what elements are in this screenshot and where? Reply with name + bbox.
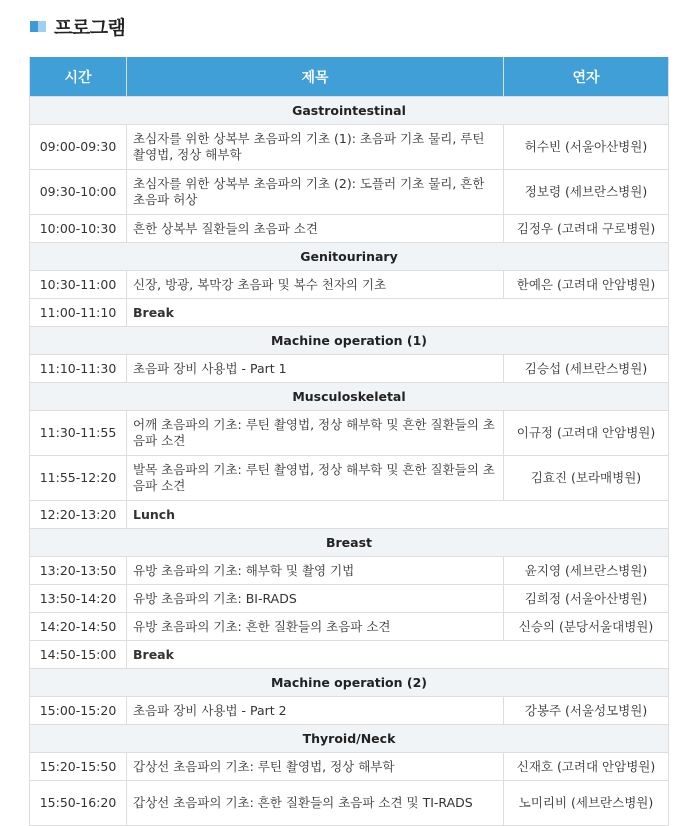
table-row [30, 271, 669, 299]
speaker-cell: 김희정 (서울아산병원) [504, 585, 669, 613]
column-header-time: 시간 [30, 57, 127, 97]
break-cell: Lunch [127, 501, 669, 529]
table-row [30, 557, 669, 585]
table-row [30, 125, 669, 170]
time-cell: 15:50-16:20 [30, 781, 127, 826]
session-header-row [30, 327, 669, 355]
table-row [30, 411, 669, 456]
table-row [30, 170, 669, 215]
program-body [30, 97, 669, 826]
title-cell: 흔한 상복부 질환들의 초음파 소견 [127, 215, 504, 243]
title-cell: 유방 초음파의 기초: BI-RADS [127, 585, 504, 613]
session-name: Machine operation (1) [30, 327, 669, 355]
speaker-cell: 허수빈 (서울아산병원) [504, 125, 669, 170]
table-row [30, 613, 669, 641]
title-bullet-icon [30, 21, 46, 32]
session-header-row [30, 725, 669, 753]
time-cell: 12:20-13:20 [30, 501, 127, 529]
session-name: Musculoskeletal [30, 383, 669, 411]
column-header-speaker: 연자 [504, 57, 669, 97]
table-row [30, 501, 669, 529]
table-row [30, 299, 669, 327]
table-row [30, 456, 669, 501]
table-row [30, 355, 669, 383]
speaker-cell: 한예은 (고려대 안암병원) [504, 271, 669, 299]
session-name: Machine operation (2) [30, 669, 669, 697]
time-cell: 14:20-14:50 [30, 613, 127, 641]
title-cell: 갑상선 초음파의 기초: 루틴 촬영법, 정상 해부학 [127, 753, 504, 781]
time-cell: 11:10-11:30 [30, 355, 127, 383]
table-row [30, 697, 669, 725]
speaker-cell: 신승의 (분당서울대병원) [504, 613, 669, 641]
session-header-row [30, 669, 669, 697]
time-cell: 11:00-11:10 [30, 299, 127, 327]
time-cell: 15:00-15:20 [30, 697, 127, 725]
time-cell: 09:00-09:30 [30, 125, 127, 170]
table-row [30, 781, 669, 826]
title-cell: 초심자를 위한 상복부 초음파의 기초 (1): 초음파 기초 물리, 루틴 촬영법, 정상 해부학 [127, 125, 504, 170]
break-cell: Break [127, 299, 669, 327]
speaker-cell: 김승섭 (세브란스병원) [504, 355, 669, 383]
speaker-cell: 노미리비 (세브란스병원) [504, 781, 669, 826]
page-header [30, 12, 125, 40]
session-header-row [30, 383, 669, 411]
break-cell: Break [127, 641, 669, 669]
speaker-cell: 이규정 (고려대 안암병원) [504, 411, 669, 456]
speaker-cell: 신재호 (고려대 안암병원) [504, 753, 669, 781]
session-header-row [30, 97, 669, 125]
program-table [29, 57, 669, 826]
session-name: Breast [30, 529, 669, 557]
speaker-cell: 정보령 (세브란스병원) [504, 170, 669, 215]
time-cell: 13:50-14:20 [30, 585, 127, 613]
speaker-cell: 김효진 (보라매병원) [504, 456, 669, 501]
time-cell: 09:30-10:00 [30, 170, 127, 215]
page-title: 프로그램 [54, 16, 126, 39]
title-cell: 발목 초음파의 기초: 루틴 촬영법, 정상 해부학 및 흔한 질환들의 초음파 소견 [127, 456, 504, 501]
title-cell: 어깨 초음파의 기초: 루틴 촬영법, 정상 해부학 및 흔한 질환들의 초음파 소견 [127, 411, 504, 456]
session-header-row [30, 529, 669, 557]
speaker-cell: 강봉주 (서울성모병원) [504, 697, 669, 725]
session-name: Thyroid/Neck [30, 725, 669, 753]
time-cell: 15:20-15:50 [30, 753, 127, 781]
time-cell: 10:30-11:00 [30, 271, 127, 299]
title-cell: 초음파 장비 사용법 - Part 2 [127, 697, 504, 725]
session-header-row [30, 243, 669, 271]
time-cell: 10:00-10:30 [30, 215, 127, 243]
table-header-row [30, 57, 669, 97]
time-cell: 11:55-12:20 [30, 456, 127, 501]
time-cell: 11:30-11:55 [30, 411, 127, 456]
session-name: Genitourinary [30, 243, 669, 271]
time-cell: 13:20-13:50 [30, 557, 127, 585]
title-cell: 유방 초음파의 기초: 흔한 질환들의 초음파 소견 [127, 613, 504, 641]
table-row [30, 753, 669, 781]
title-cell: 갑상선 초음파의 기초: 흔한 질환들의 초음파 소견 및 TI-RADS [127, 781, 504, 826]
table-row [30, 585, 669, 613]
column-header-title: 제목 [127, 57, 504, 97]
title-cell: 유방 초음파의 기초: 해부학 및 촬영 기법 [127, 557, 504, 585]
table-row [30, 641, 669, 669]
session-name: Gastrointestinal [30, 97, 669, 125]
table-row [30, 215, 669, 243]
time-cell: 14:50-15:00 [30, 641, 127, 669]
speaker-cell: 김정우 (고려대 구로병원) [504, 215, 669, 243]
speaker-cell: 윤지영 (세브란스병원) [504, 557, 669, 585]
title-cell: 초음파 장비 사용법 - Part 1 [127, 355, 504, 383]
title-cell: 초심자를 위한 상복부 초음파의 기초 (2): 도플러 기초 물리, 흔한 초음파 허상 [127, 170, 504, 215]
title-cell: 신장, 방광, 복막강 초음파 및 복수 천자의 기초 [127, 271, 504, 299]
